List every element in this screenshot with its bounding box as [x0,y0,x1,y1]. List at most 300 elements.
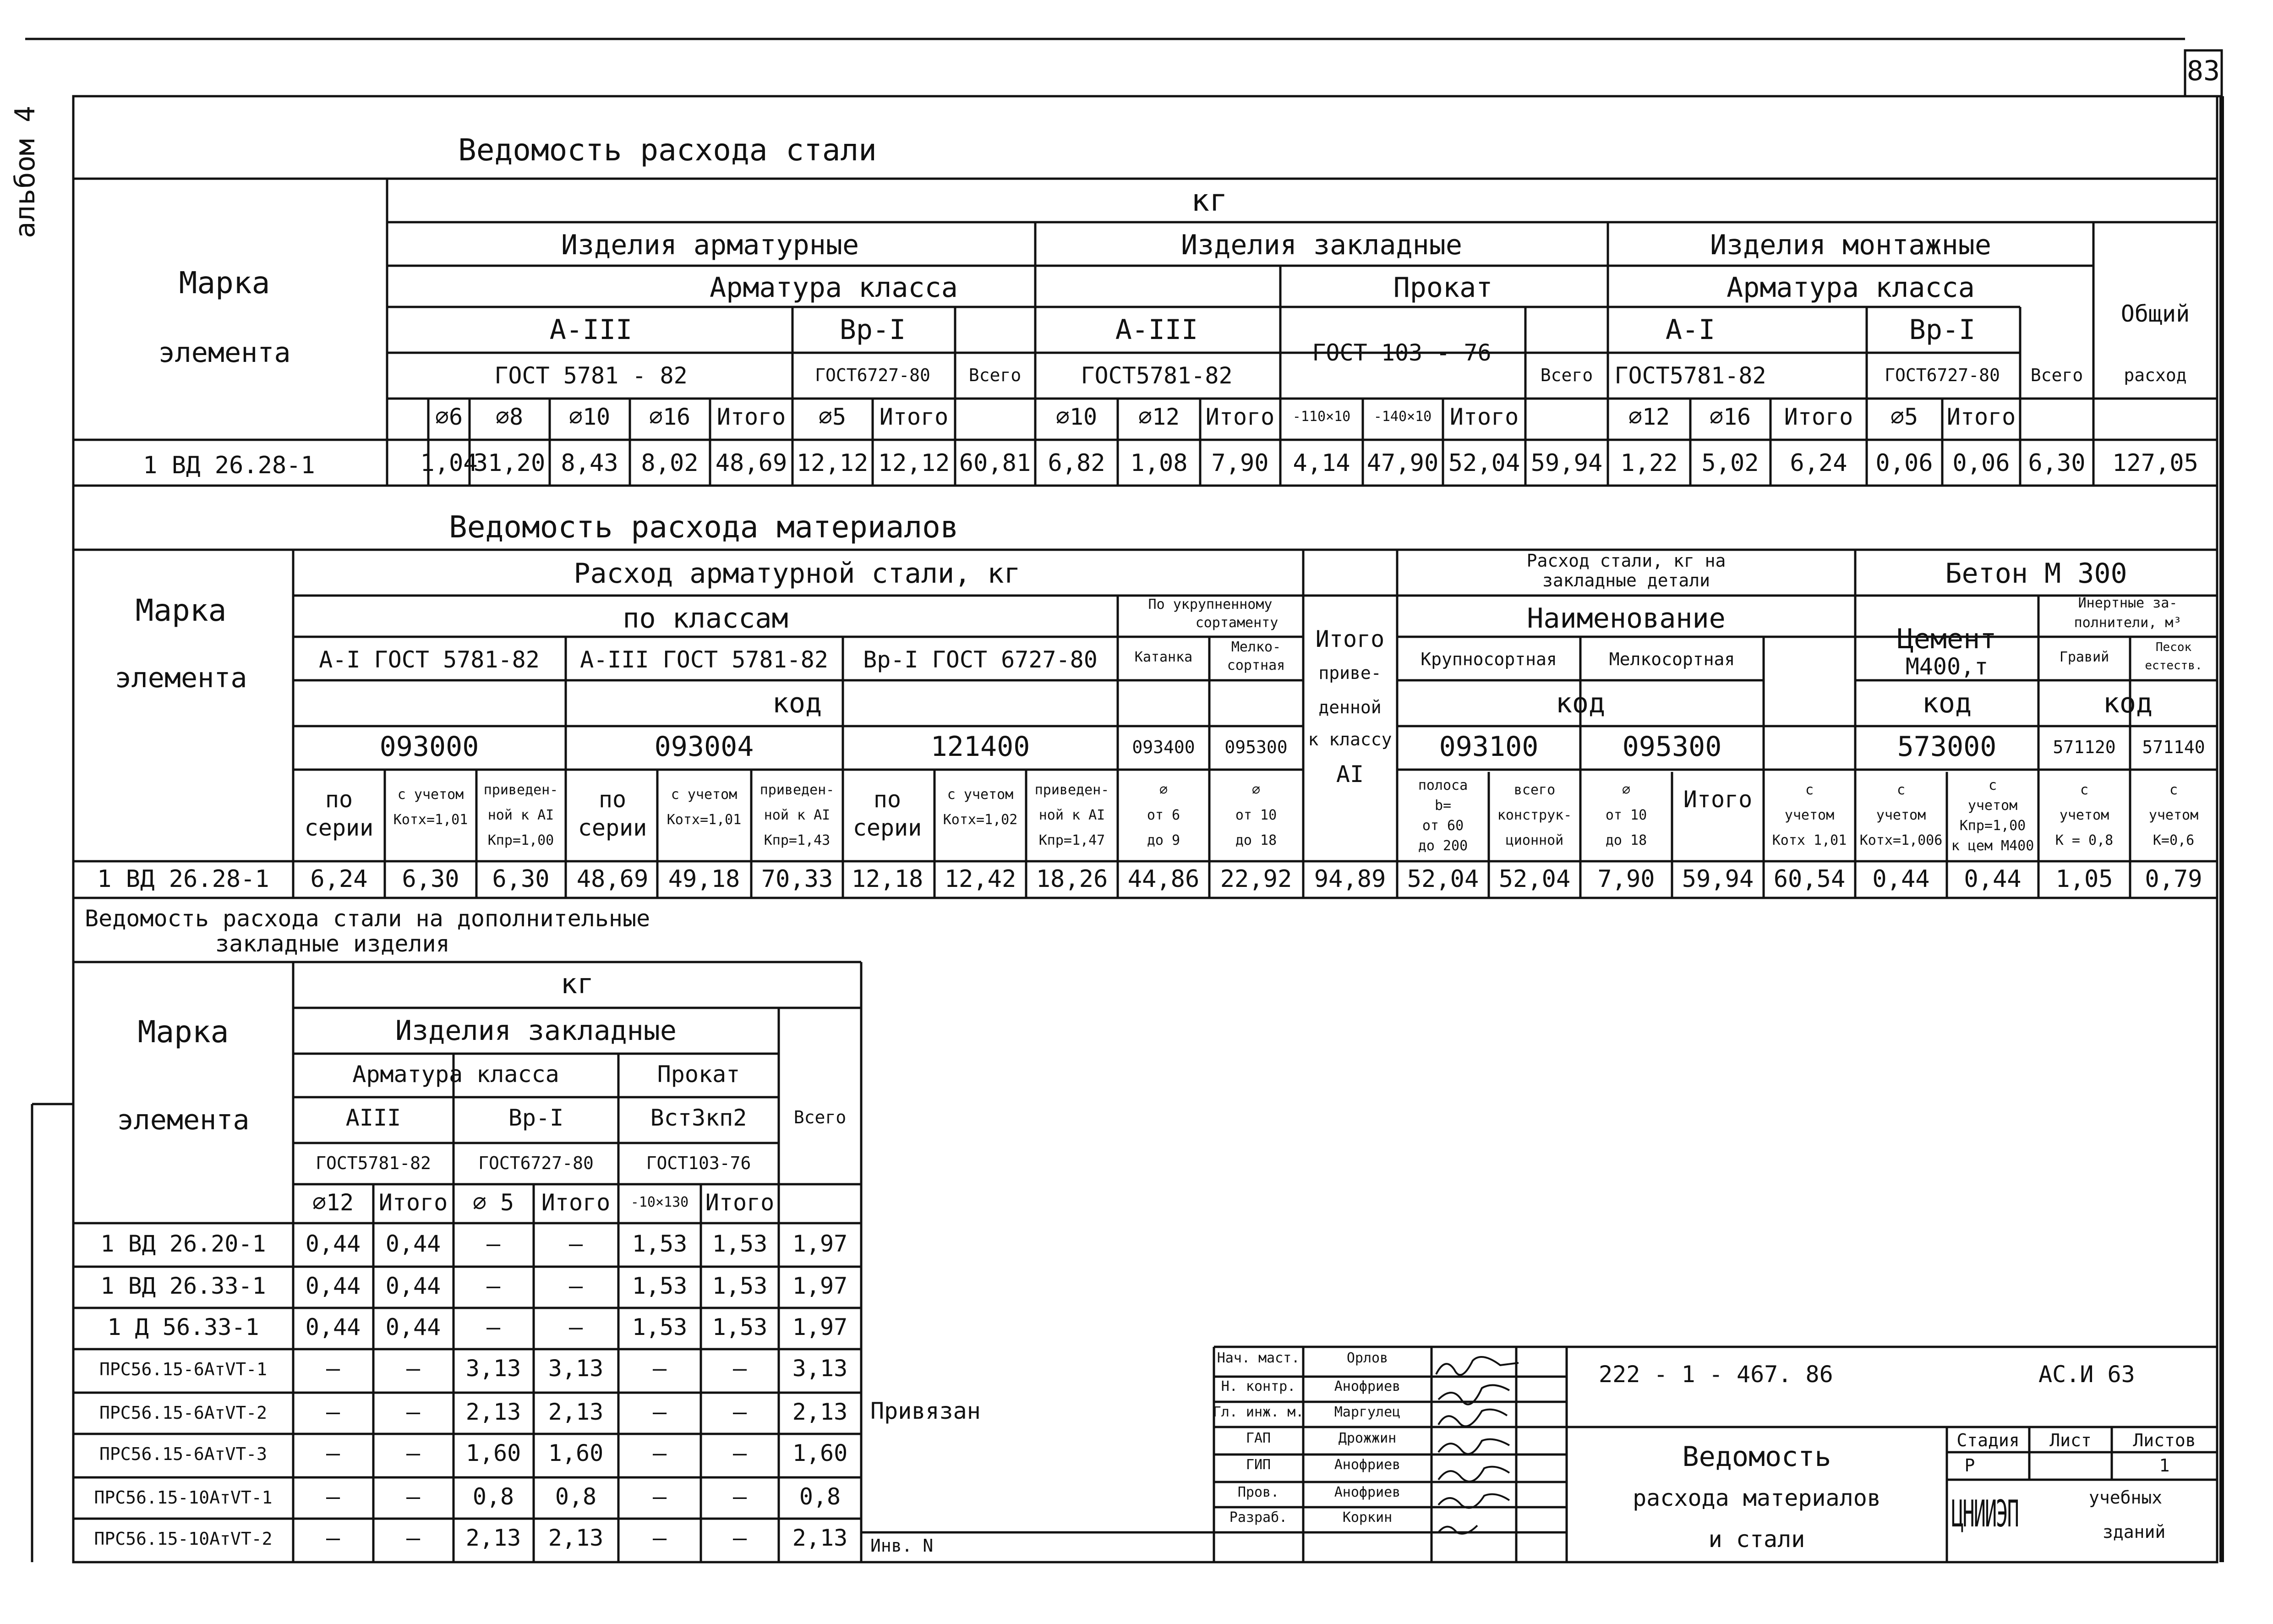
table3-cell: — [486,1314,501,1340]
table1-subheader: Итого [1784,404,1853,430]
table2-cell: 0,79 [2145,865,2202,893]
table3-cell: — [568,1273,583,1299]
table3-cell: 1,60 [548,1440,604,1466]
table2-subheader: приведен- [483,782,558,798]
table2-subheader: с учетом [671,787,738,803]
table2-cell: 48,69 [576,865,649,893]
table2-subheader: учетом [1967,798,2018,814]
table3-cell: 1,97 [792,1314,848,1340]
table2-code: 573000 [1897,731,1997,763]
org-text: учебных [2089,1487,2163,1508]
table3-cell: 1,53 [632,1230,688,1257]
table1-cell: 8,43 [561,449,618,477]
table1-subheader: Итого [1205,404,1275,430]
overall-header-2: расход [2124,365,2187,385]
table2-cell: 60,54 [1773,865,1846,893]
table2-mark-header-2: элемента [115,662,247,694]
table3-cell: — [652,1483,667,1510]
table2-cell: 0,44 [1964,865,2022,893]
table1-subheader: ⌀10 [1055,404,1098,430]
kod-header-1: код [772,687,822,719]
table2-cell: 6,24 [310,865,368,893]
org-logo: ЦНИИЭП [1951,1493,2018,1535]
table2-code: 093004 [654,731,754,763]
table2-subheader: ной к АI [1038,807,1105,823]
table1-cell: 1,08 [1130,449,1188,477]
table2-cell: 12,42 [944,865,1016,893]
table3-cell: 2,13 [548,1525,604,1551]
table2-subheader: Kпр=1,00 [1959,818,2026,834]
table1-subheader: -140×10 [1373,409,1432,425]
doc-number: 222 - 1 - 467. 86 [1599,1361,1833,1388]
table2-subheader: приведен- [1034,782,1109,798]
table3-bp1: Вр-I [508,1105,564,1131]
table2-subheader: учетом [1876,807,1926,823]
table2-cell: 22,92 [1220,865,1292,893]
table2-subheader: ной к АI [764,807,831,823]
table3-row-mark: ПРС56.15-6АтVТ-1 [99,1359,268,1379]
itogo-priv-3: денной [1318,697,1382,717]
table1-unit: кг [1191,183,1228,218]
table1-subheader: ⌀6 [435,404,463,430]
table3-row-mark: 1 Д 56.33-1 [107,1314,259,1340]
table1-row-mark: 1 ВД 26.28-1 [143,452,315,479]
table3-cell: — [406,1355,421,1382]
table3-cell: — [406,1440,421,1466]
table1-subheader: Итого [1946,404,2016,430]
table1-subheader: Итого [1449,404,1519,430]
table1-title: Ведомость расхода стали [458,132,877,168]
table3-cell: 0,44 [385,1314,441,1340]
total-header-1: Всего [968,365,1022,385]
table3-cell: 1,53 [712,1273,768,1299]
krupno-header: Крупносортная [1421,649,1557,669]
gost-5781-c: ГОСТ5781-82 [1614,362,1766,389]
org-text-2: зданий [2103,1522,2166,1542]
reinf-steel-header: Расход арматурной стали, кг [574,558,1021,590]
table3-cell: 0,44 [305,1230,361,1257]
table3-subheader: ⌀ 5 [472,1189,514,1216]
name-header: Наименование [1527,602,1726,634]
table1-subheader: ⌀12 [1138,404,1180,430]
itogo-priv-4: к классу [1308,729,1392,749]
table3-gost-a: ГОСТ5781-82 [316,1153,431,1173]
table3-subheader: Итого [705,1189,775,1216]
table3-cell: — [326,1483,340,1510]
table1-subheader: -110×10 [1292,409,1351,425]
table2-code: 093000 [379,731,479,763]
by-class-header: по классам [623,602,788,634]
stamp-title: Ведомость [1682,1441,1831,1473]
table2-subheader: к цем М400 [1951,838,2034,854]
table1-cell: 127,05 [2112,449,2198,477]
group-mounting: Изделия монтажные [1710,229,1992,261]
stamp-role: ГИП [1246,1457,1271,1473]
table1-subheader: ⌀16 [649,404,691,430]
table2-code: 121400 [930,731,1030,763]
table3-row-mark: ПРС56.15-10АтVТ-2 [94,1529,273,1549]
total-header-3: Всего [2030,365,2083,385]
stage-value: Р [1964,1455,1975,1476]
class-a3-2: А-III [1115,314,1198,346]
stamp-role: Пров. [1237,1484,1279,1500]
gost-103: ГОСТ 103 - 76 [1312,339,1492,366]
cement-header: Цемент [1897,623,1997,655]
stamp-name: Орлов [1346,1350,1388,1366]
arm-class-2: Арматура класса [1727,272,1975,304]
table1-cell: 31,20 [473,449,546,477]
table3-cell: — [406,1399,421,1425]
table2-subheader: с учетом [397,787,464,803]
sheet-number: 83 [2186,55,2220,87]
kod-header-2: код [1555,687,1606,719]
sheet-label: Лист [2049,1430,2092,1450]
table2-subheader: до 18 [1605,832,1647,848]
table2-subheader: с [2080,782,2089,798]
table3-cell: 0,44 [305,1314,361,1340]
table2-code: 571140 [2142,737,2205,757]
inert-header-2: полнители, м³ [2074,615,2182,631]
class-a1-header: А-I ГОСТ 5781-82 [319,646,540,673]
table3-a3: АIII [345,1105,401,1131]
class-bp1-1: Вр-I [839,314,906,346]
table3-cell: 3,13 [465,1355,521,1382]
table3-cell: — [326,1399,340,1425]
embed-steel-header: Расход стали, кг на [1526,551,1726,571]
kod-header-3: код [1922,687,1972,719]
by-assort-header-2: сортаменту [1195,615,1279,631]
table3-cell: — [732,1440,747,1466]
table2-subheader: учетом [1784,807,1835,823]
table3-prokat: Прокат [657,1061,740,1088]
table3-cell: 1,60 [465,1440,521,1466]
embed-steel-header-2: закладные детали [1542,570,1710,591]
table3-cell: 2,13 [465,1399,521,1425]
table3-cell: 2,13 [548,1399,604,1425]
inv-label: Инв. N [870,1536,934,1556]
table3-row-mark: 1 ВД 26.20-1 [100,1230,266,1257]
table1-cell: 6,30 [2028,449,2086,477]
table2-code: 093400 [1132,737,1195,757]
table1-cell: 1,22 [1620,449,1678,477]
kod-header-4: код [2103,687,2153,719]
table2-mark-header: Марка [135,593,227,628]
table1-cell: 1,04 [420,449,478,477]
gost-5781-a: ГОСТ 5781 - 82 [494,362,688,389]
table1-mark-header: Марка [179,265,270,301]
table2-subheader: серии [852,815,922,841]
table2-cell: 7,90 [1597,865,1655,893]
table2-subheader: Kотх=1,02 [943,812,1018,828]
gost-5781-b: ГОСТ5781-82 [1081,362,1233,389]
stamp-title-2: расхода материалов [1633,1485,1881,1511]
sheets-label: Листов [2133,1430,2196,1450]
table1-subheader: ⌀10 [568,404,611,430]
table1-subheader: ⌀5 [1890,404,1918,430]
stamp-name: Анофриев [1334,1457,1401,1473]
stamp-name: Анофриев [1334,1378,1401,1394]
melkosort-header: Мелкосортная [1609,649,1735,669]
table3-subheader: Итого [541,1189,611,1216]
stamp-role: Нач. маст. [1217,1350,1300,1366]
cement-header-2: М400,т [1905,653,1989,680]
table3-total: Всего [793,1107,847,1127]
table2-subheader: Kотх=1,01 [667,812,742,828]
itogo-priv-5: АI [1336,761,1364,787]
table1-subheader: Итого [879,404,949,430]
table3-cell: 1,53 [632,1273,688,1299]
table2-code: 093100 [1439,731,1539,763]
table1-cell: 8,02 [641,449,699,477]
class-a1-3: А-I [1665,314,1716,346]
table2-subheader: Kотх=1,006 [1859,832,1943,848]
table2-subheader: b= [1434,798,1452,814]
table2-subheader: приведен- [759,782,835,798]
table2-cell: 6,30 [492,865,550,893]
group-embedded: Изделия закладные [1180,229,1463,261]
stamp-role: Гл. инж. м. [1213,1404,1304,1420]
table2-code: 095300 [1224,737,1288,757]
table3-cell: — [406,1525,421,1551]
table1-cell: 6,24 [1790,449,1847,477]
table2-subheader: Kотх=1,01 [393,812,468,828]
table1-subheader: ⌀8 [495,404,524,430]
table3-cell: — [652,1399,667,1425]
table3-subheader: ⌀12 [312,1189,354,1216]
table1-cell: 7,90 [1211,449,1269,477]
table3-cell: 0,44 [385,1273,441,1299]
table2-subheader: с [1988,777,1997,793]
table2-subheader: полоса [1418,777,1468,793]
table2-cell: 49,18 [668,865,740,893]
table3-cell: — [486,1230,501,1257]
table2-cell: 1,05 [2055,865,2113,893]
table3-row-mark: ПРС56.15-6АтVТ-2 [99,1403,268,1423]
table3-cell: 1,53 [632,1314,688,1340]
table2-subheader: от 6 [1147,807,1180,823]
table2-subheader: по [873,786,902,813]
total-header-2: Всего [1540,365,1593,385]
table2-subheader: всего [1514,782,1556,798]
table3-cell: — [732,1355,747,1382]
side-note: альбом 4 [9,106,41,238]
table3-cell: — [568,1314,583,1340]
sand-header-2: естеств. [2145,659,2202,673]
table2-subheader: Итого [1683,786,1753,813]
table2-subheader: по [598,786,627,813]
table3-cell: 0,44 [385,1230,441,1257]
table2-subheader: ⌀ [1251,782,1261,798]
table3-cell: — [732,1525,747,1551]
arm-class-1: Арматура класса [710,272,958,304]
melko-header: Мелко- [1231,639,1281,655]
table3-title-2: закладные изделия [215,930,450,957]
table3-vst: Вст3кп2 [650,1105,747,1131]
group-reinforcement: Изделия арматурные [561,229,859,261]
table3-cell: 0,8 [472,1483,514,1510]
gost-6727-a: ГОСТ6727-80 [815,365,930,385]
concrete-header: Бетон М 300 [1945,558,2127,590]
stage-label: Стадия [1956,1430,2020,1450]
stamp-name: Анофриев [1334,1484,1401,1500]
table2-subheader: с [1896,782,1906,798]
table3-unit: кг [560,968,594,1000]
melko-header-2: сортная [1227,657,1285,673]
stamp-role: Разраб. [1229,1509,1288,1526]
table3-row-mark: ПРС56.15-10АтVТ-1 [94,1487,273,1508]
table3-subheader: -10×130 [630,1194,689,1210]
table2-title: Ведомость расхода материалов [449,509,959,545]
stamp-name: Коркин [1342,1509,1393,1526]
doc-series: АС.И 63 [2038,1361,2135,1388]
table2-subheader: Kпр=1,43 [764,832,831,848]
table1-cell: 0,06 [1875,449,1933,477]
class-bp1-3: Вр-I [1909,314,1976,346]
table2-cell: 0,44 [1872,865,1930,893]
table3-cell: 1,60 [792,1440,848,1466]
table3-gost-b: ГОСТ6727-80 [478,1153,594,1173]
table3-cell: 2,13 [792,1399,848,1425]
table2-subheader: до 18 [1235,832,1277,848]
prokat-header: Прокат [1393,272,1493,304]
table2-code: 571120 [2053,737,2116,757]
table2-subheader: Kотх 1,01 [1772,832,1847,848]
class-a3-1: А-III [549,314,633,346]
table1-cell: 0,06 [1952,449,2010,477]
table3-cell: 0,8 [799,1483,841,1510]
table1-cell: 48,69 [715,449,787,477]
table3-cell: 0,8 [555,1483,597,1510]
table1-cell: 60,81 [959,449,1031,477]
table3-arm-class: Арматура класса [352,1061,559,1088]
table1-subheader: ⌀16 [1709,404,1751,430]
table1-cell: 12,12 [796,449,869,477]
by-assort-header: По укрупненному [1148,596,1273,612]
sand-header: Песок [2155,640,2192,654]
table3-cell: — [652,1525,667,1551]
table2-subheader: до 9 [1147,832,1180,848]
table2-subheader: ционной [1505,832,1564,848]
class-bp1-header: Вр-I ГОСТ 6727-80 [863,646,1098,673]
table3-gost-c: ГОСТ103-76 [646,1153,751,1173]
table2-subheader: конструк- [1497,807,1572,823]
itogo-priv-2: приве- [1318,663,1382,683]
table2-code: 095300 [1622,731,1722,763]
katanka-header: Катанка [1134,649,1193,665]
table1-subheader: ⌀5 [818,404,847,430]
table3-mark-header-2: элемента [117,1104,250,1136]
stamp-name: Маргулец [1334,1404,1401,1420]
gost-6727-c: ГОСТ6727-80 [1885,365,2000,385]
table2-cell: 94,89 [1314,865,1386,893]
inert-header: Инертные за- [2078,595,2178,611]
table2-subheader: учетом [2148,807,2199,823]
table1-cell: 5,02 [1701,449,1759,477]
table3-cell: — [486,1273,501,1299]
table2-cell: 18,26 [1036,865,1108,893]
table2-cell: 59,94 [1682,865,1754,893]
table3-cell: — [732,1483,747,1510]
table1-cell: 47,90 [1366,449,1439,477]
table2-subheader: ной к АI [487,807,554,823]
table3-row-mark: ПРС56.15-6АтVТ-3 [99,1444,268,1464]
stamp-title-3: и стали [1708,1526,1805,1553]
table3-mark-header: Марка [137,1014,229,1050]
table2-subheader: с учетом [947,787,1014,803]
table3-cell: 0,44 [305,1273,361,1299]
table3-cell: — [652,1440,667,1466]
table3-cell: — [326,1525,340,1551]
sheet-value: 1 [2159,1455,2170,1476]
table3-row-mark: 1 ВД 26.33-1 [100,1273,266,1299]
table2-subheader: Kпр=1,47 [1038,832,1105,848]
class-a3-header: А-III ГОСТ 5781-82 [580,646,828,673]
table3-group: Изделия закладные [395,1015,677,1047]
table2-cell: 70,33 [761,865,833,893]
table1-subheader: Итого [716,404,786,430]
table2-cell: 6,30 [402,865,459,893]
table3-cell: 1,97 [792,1230,848,1257]
table2-cell: 44,86 [1127,865,1200,893]
table3-cell: 1,53 [712,1230,768,1257]
table3-cell: 3,13 [548,1355,604,1382]
table2-cell: 52,04 [1498,865,1571,893]
table3-cell: — [568,1230,583,1257]
table3-cell: 3,13 [792,1355,848,1382]
table2-subheader: по [325,786,353,813]
table3-cell: 2,13 [792,1525,848,1551]
table2-subheader: ⌀ [1159,782,1168,798]
table3-cell: — [732,1399,747,1425]
overall-header: Общий [2120,301,2190,327]
table2-subheader: серии [578,815,647,841]
table2-cell: 12,18 [851,865,923,893]
table3-cell: — [326,1355,340,1382]
itogo-priv-1: Итого [1315,626,1385,652]
table3-cell: 1,97 [792,1273,848,1299]
stamp-role: ГАП [1246,1430,1271,1446]
table2-subheader: Kпр=1,00 [487,832,554,848]
table2-subheader: учетом [2059,807,2109,823]
table2-subheader: от 10 [1235,807,1277,823]
table3-cell: — [652,1355,667,1382]
table1-subheader: ⌀12 [1628,404,1670,430]
table3-cell: — [406,1483,421,1510]
table1-cell: 6,82 [1048,449,1105,477]
table2-cell: 52,04 [1407,865,1479,893]
table2-subheader: серии [304,815,374,841]
table2-subheader: с [2169,782,2178,798]
stamp-name: Дрожжин [1338,1430,1397,1446]
privyazan-label: Привязан [870,1398,981,1424]
table2-row-mark: 1 ВД 26.28-1 [97,865,269,893]
table3-cell: 1,53 [712,1314,768,1340]
table3-subheader: Итого [378,1189,448,1216]
table2-subheader: ⌀ [1622,782,1631,798]
gravel-header: Гравий [2059,649,2109,665]
table2-subheader: с [1805,782,1814,798]
table2-subheader: от 10 [1605,807,1647,823]
table2-subheader: K = 0,8 [2055,832,2114,848]
table1-cell: 52,04 [1448,449,1520,477]
table1-cell: 4,14 [1293,449,1350,477]
stamp-role: Н. контр. [1221,1378,1296,1394]
table2-subheader: до 200 [1418,838,1468,854]
table1-cell: 59,94 [1530,449,1603,477]
table3-cell: — [326,1440,340,1466]
table2-subheader: K=0,6 [2153,832,2195,848]
table2-subheader: от 60 [1422,818,1464,834]
